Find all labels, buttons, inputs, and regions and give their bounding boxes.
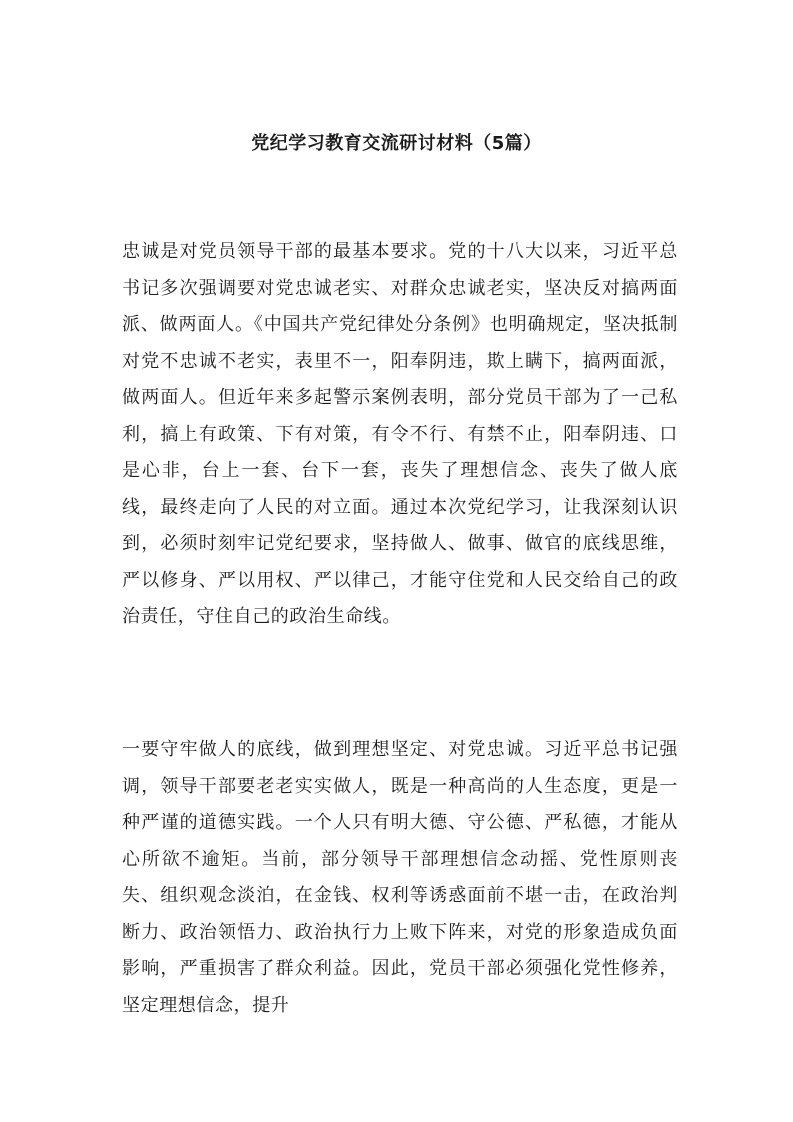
body-paragraph: 一要守牢做人的底线，做到理想坚定、对党忠诚。习近平总书记强调，领导干部要老老实实做人，既是一种高尚的人生态度，更是一种严谨的道德实践。一个人只有明大德、守公德、严私德，才能从心所欲不逾矩。当前，部分领导干部理想信念动摇、党性原则丧失、组织观念淡泊，在金钱、权利等诱惑面前不堪一击，在政治判断力、政治领悟力、政治执行力上败下阵来，对党的形象造成负面影响，严重损害了群众利益。因此，党员干部必须强化党性修养，坚定理想信念，提升 (122, 739, 678, 1016)
document-title: 党纪学习教育交流研讨材料（5篇） (251, 133, 542, 154)
body-paragraph: 忠诚是对党员领导干部的最基本要求。党的十八大以来，习近平总书记多次强调要对党忠诚老实、对群众忠诚老实，坚决反对搞两面派、做两面人。《中国共产党纪律处分条例》也明确规定，坚决抵制对党不忠诚不老实，表里不一，阳奉阴违，欺上瞒下，搞两面派，做两面人。但近年来多起警示案例表明，部分党员干部为了一己私利，搞上有政策、下有对策，有令不行、有禁不止，阳奉阴违、口是心非，台上一套、台下一套，丧失了理想信念、丧失了做人底线，最终走向了人民的对立面。通过本次党纪学习，让我深刻认识到，必须时刻牢记党纪要求，坚持做人、做事、做官的底线思维，严以修身、严以用权、严以律己，才能守住党和人民交给自己的政治责任，守住自己的政治生命线。 (122, 241, 678, 627)
